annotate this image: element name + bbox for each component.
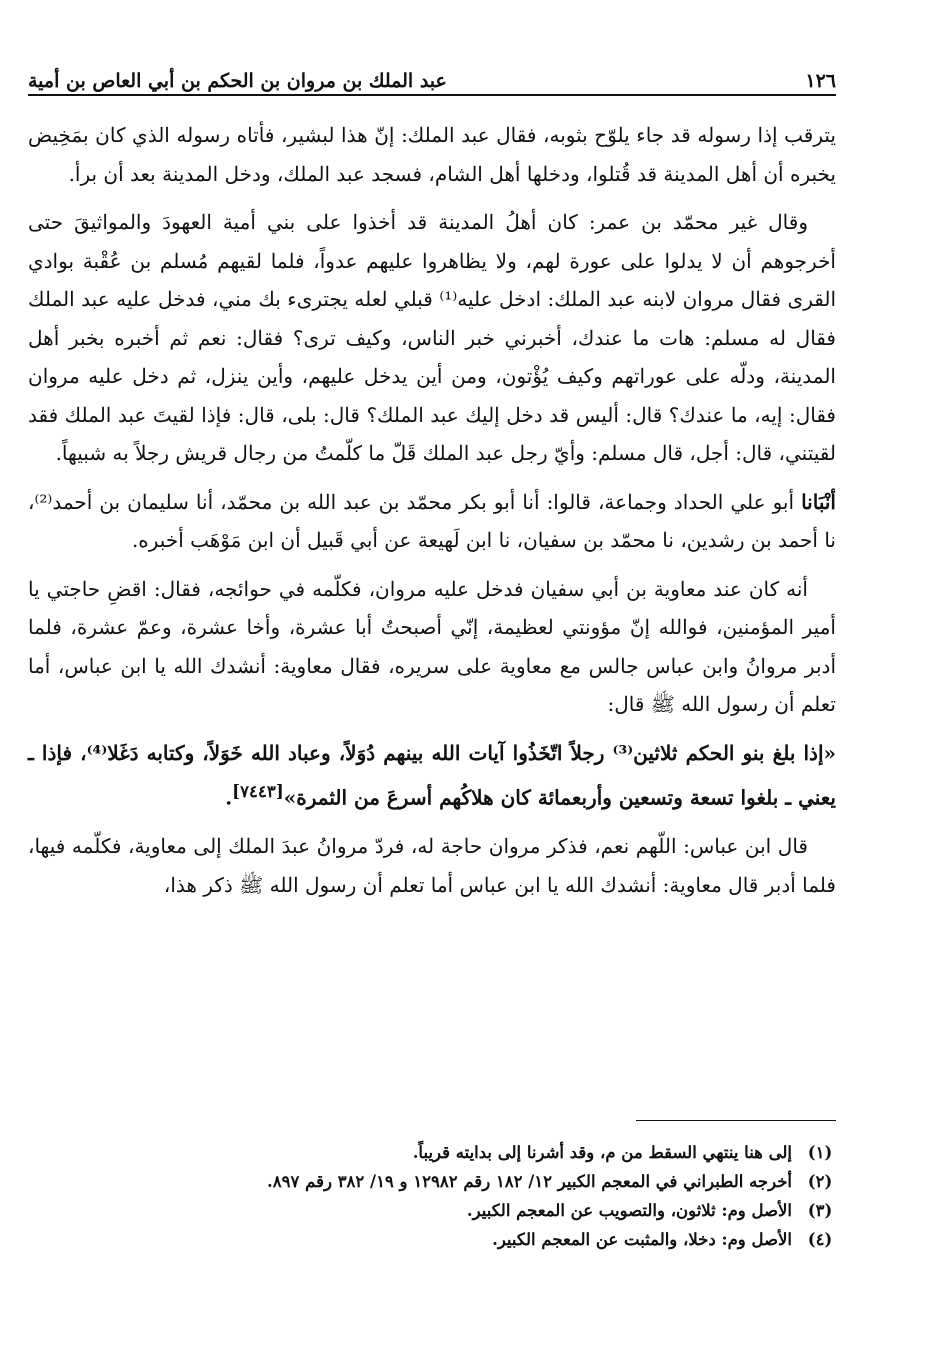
paragraph-3-text: أبو علي الحداد وجماعة، قالوا: أنا أبو بكر محمّد بن عبد الله بن محمّد، أنا سليمان بن أحمد⁽²⁾، نا أحمد بن رشدين، نا محمّد بن سفيان، نا ابن لَهيعة عن أبي قَبيل أن ابن مَوْهَب أخبره. [28, 489, 836, 552]
page-header [28, 58, 836, 92]
main-text [28, 116, 836, 914]
hadith-reference: [٧٤٤٣] [232, 781, 284, 801]
footnote-rule [636, 1120, 836, 1121]
paragraph-1: يترقب إذا رسوله قد جاء يلوّح بثوبه، فقال عبد الملك: إنّ هذا لبشير، فأتاه رسوله الذي كان بمَخِيض يخبره أن أهل المدينة قد قُتلوا، ودخلها أهل الشام، فسجد عبد الملك، ودخل المدينة بعد أن برأ. [28, 123, 836, 186]
footnote [28, 1167, 836, 1196]
footnote-text: إلى هنا ينتهي السقط من م، وقد أشرنا إلى بدايته قريباً. [412, 1143, 792, 1162]
paragraph-3 [28, 483, 836, 560]
hadith-text: «إذا بلغ بنو الحكم ثلاثين⁽³⁾ رجلاً اتّخَذُوا آيات الله بينهم دُوَلاً، وعباد الله خَوَلاً، وكتابه دَغَلا⁽⁴⁾، فإذا ـ يعني ـ بلغوا تسعة وتسعين وأربعمائة كان هلاكُهم أسرعَ من الثمرة» [28, 740, 836, 810]
paragraph-4: أنه كان عند معاوية بن أبي سفيان فدخل عليه مروان، فكلّمه في حوائجه، فقال: اقضِ حاجتي يا أمير المؤمنين، فوالله إنّ مؤونتي لعظيمة، إنّي أصبحتُ أبا عشرة، وأخا عشرة، وعمّ عشرة، فلما أدبر مروانُ وابن عباس جالس مع معاوية على سريره، فقال معاوية: أنشدك الله يا ابن عباس، أما تعلم أن رسول الله ﷺ قال: [28, 576, 836, 716]
footnote-text: الأصل وم: دخلا، والمثبت عن المعجم الكبير. [492, 1230, 792, 1249]
paragraph-2: وقال غير محمّد بن عمر: كان أهلُ المدينة قد أخذوا على بني أمية العهودَ والمواثيقَ حتى أخرجوهم أن لا يدلوا على عورة لهم، ولا يظاهروا عليهم عدواً، فلما لقيهم مُسلم بن عُقْبة بوادي القرى فقال مروان لابنه عبد الملك: ادخل عليه⁽¹⁾ قبلي لعله يجترىء بك مني، فدخل عليه عبد الملك فقال له مسلم: هات ما عندك، أخبرني خبر الناس، وكيف ترى؟ فقال: نعم ثم أخبره بخبر أهل المدينة، ودلّه على عوراتهم وكيف يُؤْتون، ومن أين يدخل عليهم، وأين ينزل، ثم دخل عليه مروان فقال: إيه، ما عندك؟ قال: أليس قد دخل إليك عبد الملك؟ قال: بلى، قال: فإذا لقيتَ عبد الملك فقد لقيتني، قال: أجل، قال مسلم: وأيّ رجل عبد الملك قَلّ ما كلّمتُ من رجال قريش رجلاً به شبيهاً. [28, 210, 837, 465]
lead-word: أنْبَانا [801, 489, 836, 514]
running-title: عبد الملك بن مروان بن الحكم بن أبي العاص بن أمية [28, 70, 447, 92]
footnote [28, 1138, 836, 1167]
page-number: ١٢٦ [805, 70, 836, 92]
footnote-number: (٤) [807, 1230, 833, 1249]
footnote [28, 1196, 836, 1225]
footnote-number: (٢) [807, 1172, 833, 1191]
footnote-number: (٣) [807, 1201, 833, 1220]
footnote-text: أخرجه الطبراني في المعجم الكبير ١٢/ ١٨٢ رقم ١٢٩٨٢ و ١٩/ ٣٨٢ رقم ٨٩٧. [267, 1172, 792, 1191]
hadith-quote: «إذا بلغ بنو الحكم ثلاثين⁽³⁾ رجلاً اتّخَذُوا آيات الله بينهم دُوَلاً، وعباد الله خَوَلاً، وكتابه دَغَلا⁽⁴⁾، فإذا ـ يعني ـ بلغوا تسعة وتسعين وأربعمائة كان هلاكُهم أسرعَ من الثمرة»[٧٤٤٣]. [28, 740, 836, 810]
footnote-text: الأصل وم: ثلاثون، والتصويب عن المعجم الكبير. [466, 1201, 792, 1220]
header-rule [28, 94, 836, 96]
footnote [28, 1225, 836, 1254]
footnote-number: (١) [807, 1143, 833, 1162]
paragraph-6: قال ابن عباس: اللّهم نعم، فذكر مروان حاجة له، فردّ مروانُ عبدَ الملك إلى معاوية، فكلّمه فيها، فلما أدبر قال معاوية: أنشدك الله يا ابن عباس أما تعلم أن رسول الله ﷺ ذكر هذا، [28, 834, 836, 897]
footnotes [28, 1138, 836, 1254]
